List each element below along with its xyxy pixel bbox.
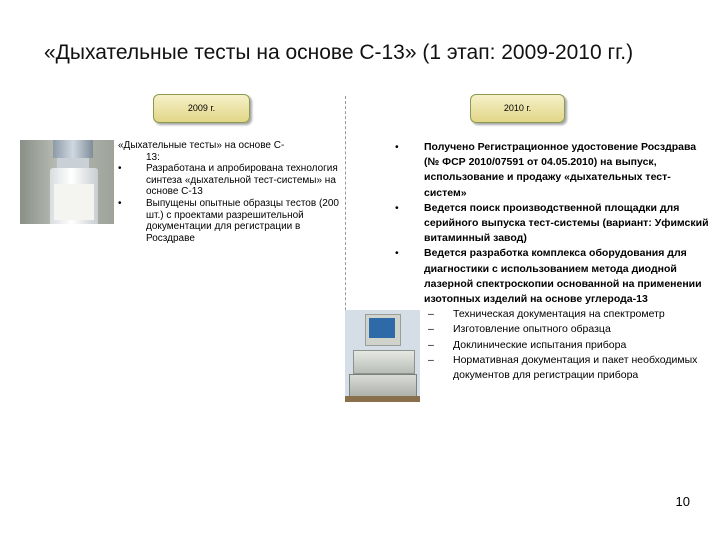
left-bullet-list [118,163,342,244]
left-heading-line2: 13: [146,151,160,163]
left-heading-line1: «Дыхательные тесты» на основе С- [118,140,285,151]
list-item: • Получено Регистрационное удостовение Росздрава (№ ФСР 2010/07591 от 04.05.2010) на выпуск, использование и продажу «дыхательных тест-систем» [395,141,697,199]
page-number: 10 [675,494,690,509]
bullet-icon: • [118,197,122,209]
year-badge-2010: 2010 г. [470,94,565,123]
left-column-text [118,140,342,244]
bullet-icon: • [395,201,399,214]
bullet-icon: • [118,163,122,175]
list-item: • Разработана и апробирована технология синтеза «дыхательной тест-системы» на основе С-13 [118,163,338,198]
right-bullet-list [395,140,713,383]
sub-list-item: – Нормативная документация и пакет необходимых документов для регистрации прибора [428,353,698,382]
slide-title: «Дыхательные тесты на основе С-13» (1 этап: 2009-2010 гг.) [44,41,634,64]
list-item: • Ведется поиск производственной площадки для серийного выпуска тест-системы (вариант: Уфимский витаминный завод) [395,201,709,245]
list-item: • Ведется разработка комплекса оборудования для диагностики с использованием метода диодной лазерной спектроскопии основанной на применении изотопных изделий на основе углерода-13 – Техническая документация на спектрометр – Изготовление опытного образца – Доклинические испытания прибора – Нормативная документация и пакет необходимых документов для регистрации прибора [395,246,713,383]
bullet-icon: • [395,141,399,153]
monitor-screen [369,318,395,338]
test-vial-photo [20,140,114,224]
sub-list-item: – Техническая документация на спектрометр [424,307,713,322]
dash-icon: – [428,353,434,366]
vial-neck [57,158,89,168]
year-badge-2009: 2009 г. [153,94,250,123]
dash-icon: – [428,323,434,336]
vial-cap [53,140,93,158]
left-heading [118,140,342,163]
list-item: • Выпущены опытные образцы тестов (200 шт.) с проектами разрешительной документации для регистрации в Росздраве [118,197,339,244]
dash-icon: – [428,338,434,351]
right-sub-list [424,307,713,383]
vial-label [54,184,94,220]
spectrometer-photo [345,310,420,402]
sub-list-item: – Доклинические испытания прибора [424,338,713,353]
table [345,396,420,402]
device-unit-upper [353,350,415,374]
sub-list-item: – Изготовление опытного образца [424,322,713,337]
dash-icon: – [428,308,434,321]
bullet-icon: • [395,247,399,260]
